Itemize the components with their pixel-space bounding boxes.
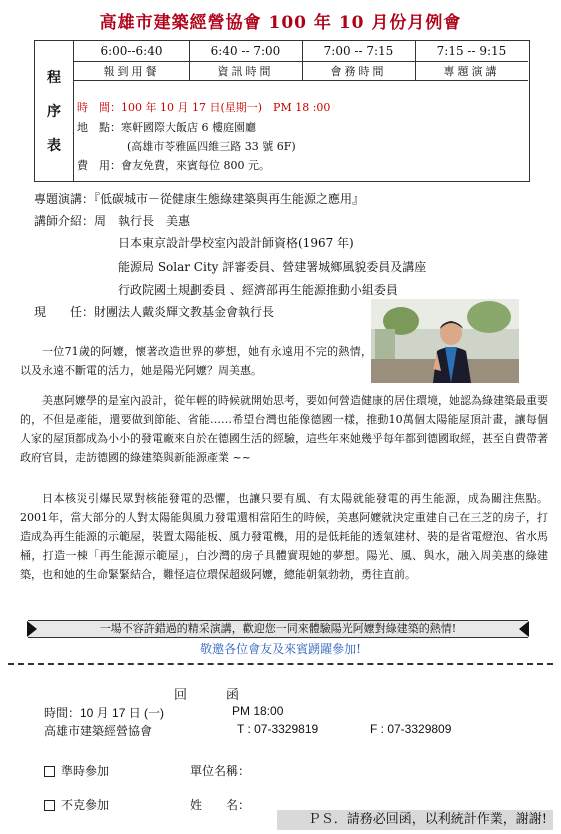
decline-option[interactable] [44, 796, 109, 813]
speaker-photo [371, 299, 519, 383]
attend-option[interactable] [44, 762, 109, 779]
reply-tel: T : 07-3329819 [237, 722, 319, 736]
attend-label: 準時參加 [61, 764, 110, 778]
side-char: 表 [47, 138, 61, 154]
reply-time-pm: PM 18:00 [232, 704, 284, 718]
schedule-side-label [35, 41, 74, 181]
name-label: 姓 名： [190, 798, 251, 812]
page-title: 高雄市建築經營協會 100 年 10 月份月例會 [99, 13, 462, 33]
paragraph-3: 日本核災引爆民眾對核能發電的恐懼，也讓只要有風、有太陽就能發電的再生能源，成為關注焦點。2001年，當大部分的人對太陽能與風力發電還相當陌生的時候，美惠阿嬤就決定重建自己在三芝的房子，打造成為再生能源的示範屋，裝置太陽能板、風力發電機，用的是低耗能的透氣建材、裝的是省電燈泡、省水馬桶，打造一棟「再生能源示範屋」，白沙灣的房子具體實現她的夢想。陽光、風、與水，融入周美惠的綠建築，也和她的生命緊緊結合，難怪這位環保超級阿嬤，總能朝氣勃勃，勇往直前。 [20, 492, 548, 581]
schedule-table [34, 40, 530, 182]
ps-note: ＰＳ．請務必回函，以利統計作業，謝謝! [277, 810, 553, 830]
reply-time: 時間：10 月 17 日 (一) [44, 706, 165, 720]
reply-heading: 回 函 [174, 687, 240, 702]
schedule-item-3: 會務時間 [302, 61, 416, 81]
credential-3: 行政院國土規劃委員 、經濟部再生能源推動小組委員 [118, 283, 398, 297]
paragraph-1: 一位71歲的阿嬤，懷著改造世界的夢想，她有永遠用不完的熱情，以及永遠不斷電的活力，她是陽光阿嬤？周美惠。 [20, 345, 372, 377]
unit-name-label: 單位名稱： [190, 764, 251, 778]
schedule-item-2: 資訊時間 [189, 61, 303, 81]
cta-banner [28, 620, 528, 638]
triangle-left-icon [27, 621, 37, 637]
invite-text: 敬邀各位會友及來賓踴躍參加! [200, 642, 361, 656]
meeting-place: 地 點：寒軒國際大飯店 6 樓庭園廳 [77, 121, 256, 134]
decline-label: 不克參加 [61, 798, 110, 812]
schedule-item-4: 專題演講 [415, 61, 528, 81]
decline-checkbox[interactable] [44, 800, 55, 811]
meeting-address: (高雄市苓雅區四維三路 33 號 6F) [127, 140, 296, 153]
speaker-intro: 講師介紹：周 執行長 美惠 [34, 214, 191, 228]
reply-fax: F : 07-3329809 [370, 722, 452, 736]
reply-org: 高雄市建築經營協會 [44, 724, 153, 738]
attend-checkbox[interactable] [44, 766, 55, 777]
speech-topic: 專題演講：『低碳城市－從健康生態綠建築與再生能源之應用』 [34, 192, 365, 206]
cut-line [8, 663, 553, 665]
schedule-item-1: 報到用餐 [74, 61, 190, 81]
side-char: 程 [47, 70, 61, 86]
schedule-time-4: 7:15 -- 9:15 [415, 41, 528, 62]
triangle-right-icon [519, 621, 529, 637]
side-char: 序 [47, 104, 61, 120]
schedule-time-3: 7:00 -- 7:15 [302, 41, 416, 62]
paragraph-2: 美惠阿嬤學的是室內設計，從年輕的時候就開始思考，要如何營造健康的居住環境，她認為綠建築最重要的，不但是產能，還要做到節能、省能……希望台灣也能像德國一樣，推動10萬個太陽能屋頂計畫，讓每個人家的屋頂都成為小小的發電廠來自於在德國生活的經驗，這些年來她幾乎每年都到德國取經，甚至自費帶著政府官員，走訪德國的綠建築與新能源產業 ~~ [20, 394, 548, 464]
meeting-fee: 費 用：會友免費，來賓每位 800 元。 [77, 159, 270, 172]
cta-text: 一場不容許錯過的精采演講，歡迎您一同來體驗陽光阿嬤對綠建築的熱情! [99, 622, 457, 635]
credential-1: 日本東京設計學校室內設計師資格(1967 年) [118, 236, 354, 250]
current-position: 現 任：財團法人戴炎輝文教基金會執行長 [34, 305, 275, 319]
schedule-time-2: 6:40 -- 7:00 [189, 41, 303, 62]
schedule-time-1: 6:00--6:40 [74, 41, 190, 62]
credential-2: 能源局 Solar City 評審委員、營建署城鄉風貌委員及講座 [118, 260, 427, 274]
meeting-time: 時 間：100 年 10 月 17 日(星期一) PM 18 :00 [77, 101, 331, 114]
